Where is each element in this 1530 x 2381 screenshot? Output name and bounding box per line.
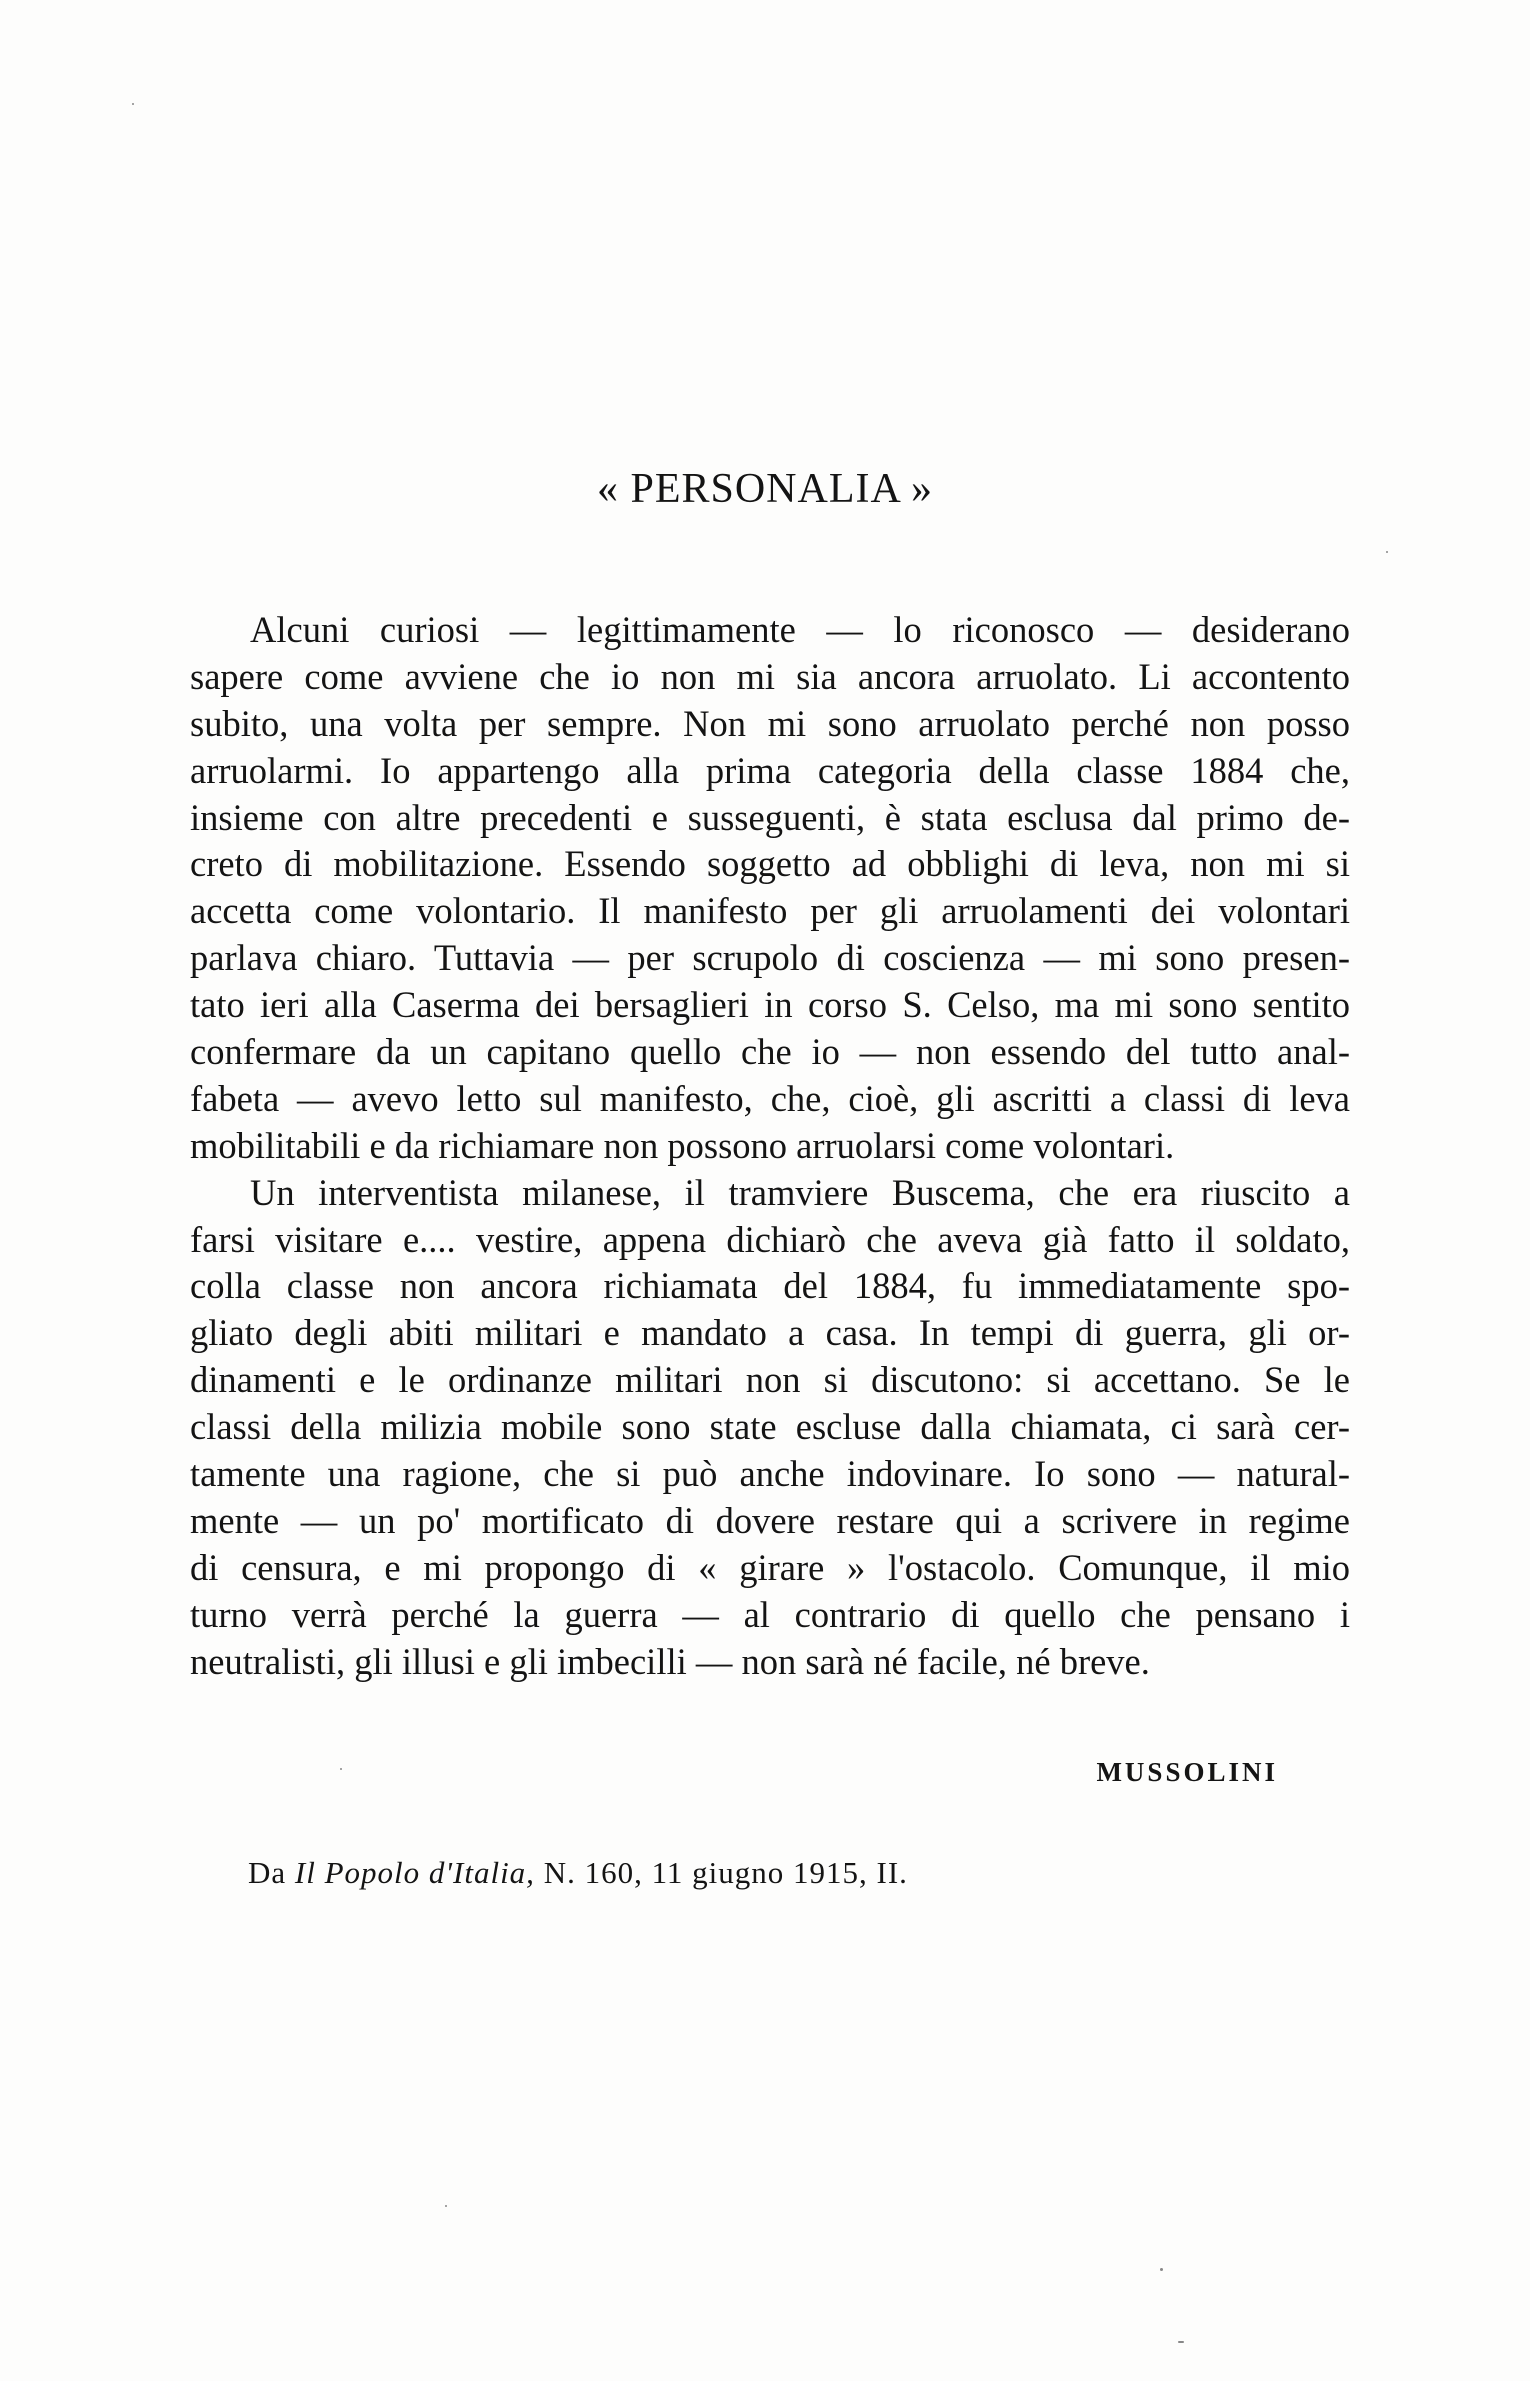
text-line: insieme con altre precedenti e susseguenti, è stata esclusa dal primo de-: [190, 796, 1350, 838]
text-line: confermare da un capitano quello che io — non essendo del tutto anal-: [190, 1031, 1350, 1073]
text-line: tato ieri alla Caserma dei bersaglieri in corso S. Celso, ma mi sono sentito: [190, 984, 1350, 1026]
text-line: gliato degli abiti militari e mandato a casa. In tempi di guerra, gli or-: [190, 1312, 1350, 1354]
text-line: colla classe non ancora richiamata del 1884, fu immediatamente spo-: [190, 1265, 1350, 1307]
scan-speck: [132, 103, 134, 105]
scan-speck: [445, 2205, 447, 2207]
scan-speck: [1178, 2341, 1184, 2343]
text-line: tamente una ragione, che si può anche indovinare. Io sono — natural-: [190, 1453, 1350, 1495]
paragraph-1: [190, 607, 1350, 1170]
text-line: sapere come avviene che io non mi sia ancora arruolato. Li accontento: [190, 655, 1350, 697]
text-line: neutralisti, gli illusi e gli imbecilli — non sarà né facile, né breve.: [190, 1640, 1150, 1682]
text-line: dinamenti e le ordinanze militari non si discutono: si accettano. Se le: [190, 1359, 1350, 1401]
text-line: turno verrà perché la guerra — al contrario di quello che pensano i: [190, 1593, 1350, 1635]
text-line: parlava chiaro. Tuttavia — per scrupolo di coscienza — mi sono presen-: [190, 937, 1350, 979]
text-line: creto di mobilitazione. Essendo soggetto ad obblighi di leva, non mi si: [190, 843, 1350, 885]
scan-speck: [1386, 551, 1388, 553]
scan-speck: [1160, 2268, 1163, 2271]
text-line: fabeta — avevo letto sul manifesto, che, cioè, gli ascritti a classi di leva: [190, 1077, 1350, 1119]
publication-name: Il Popolo d'Italia,: [294, 1855, 535, 1890]
text-line: accetta come volontario. Il manifesto per gli arruolamenti dei volontari: [190, 890, 1350, 932]
text-line: classi della milizia mobile sono state escluse dalla chiamata, ci sarà cer-: [190, 1406, 1350, 1448]
text-line: Alcuni curiosi — legittimamente — lo riconosco — desiderano: [250, 609, 1350, 650]
source-prefix: Da: [248, 1855, 295, 1890]
scan-speck: [340, 1768, 342, 1770]
text-line: farsi visitare e.... vestire, appena dichiarò che aveva già fatto il soldato,: [190, 1218, 1350, 1260]
source-details: N. 160, 11 giugno 1915, II.: [534, 1855, 908, 1890]
article-title: « PERSONALIA »: [596, 466, 934, 512]
text-line: arruolarmi. Io appartengo alla prima categoria della classe 1884 che,: [190, 749, 1350, 791]
text-line: mobilitabili e da richiamare non possono arruolarsi come volontari.: [190, 1124, 1175, 1166]
text-line: subito, una volta per sempre. Non mi sono arruolato perché non posso: [190, 702, 1350, 744]
article-body: [190, 607, 1350, 1685]
text-line: di censura, e mi propongo di « girare » l'ostacolo. Comunque, il mio: [190, 1546, 1350, 1588]
text-line: Un interventista milanese, il tramviere Buscema, che era riuscito a: [250, 1171, 1350, 1213]
paragraph-2: [190, 1170, 1350, 1686]
source-citation: [248, 1855, 908, 1891]
text-line: mente — un po' mortificato di dovere restare qui a scrivere in regime: [190, 1499, 1350, 1541]
author-signature: MUSSOLINI: [1096, 1757, 1278, 1787]
